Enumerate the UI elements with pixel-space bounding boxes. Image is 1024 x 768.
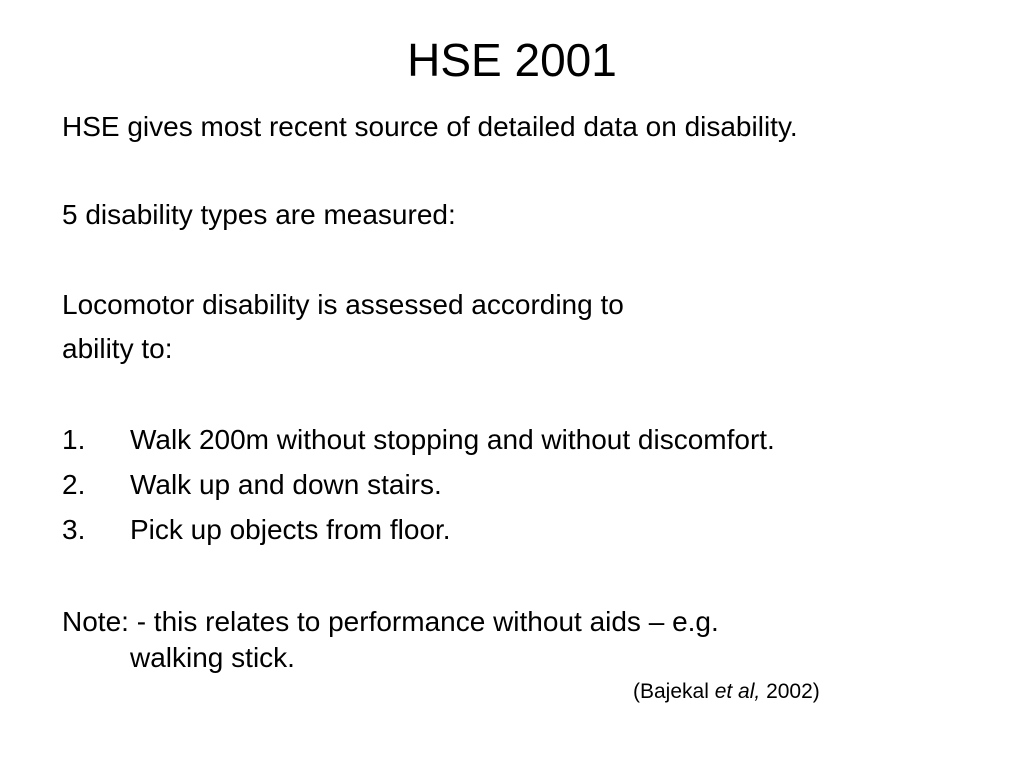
list-item — [62, 508, 775, 553]
note — [62, 604, 719, 676]
citation-open: (Bajekal — [633, 680, 715, 703]
paragraph-data-source: HSE gives most recent source of detailed data on disability. — [62, 111, 798, 142]
note-line-2: walking stick. — [130, 642, 295, 673]
citation-italic: et al, — [714, 680, 761, 703]
list-item-text: Walk 200m without stopping and without discomfort. — [130, 424, 775, 455]
list-item — [62, 418, 775, 463]
paragraph-locomotor — [62, 283, 624, 371]
note-line-1: Note: - this relates to performance without aids – e.g. — [62, 606, 719, 637]
paragraph-locomotor-line-1: Locomotor disability is assessed according to — [62, 289, 624, 320]
slide-title: HSE 2001 — [407, 34, 617, 86]
list-item-number: 2. — [62, 469, 86, 500]
list-item — [62, 463, 775, 508]
citation-close: 2002) — [760, 680, 820, 703]
citation — [633, 678, 820, 706]
paragraph-disability-types: 5 disability types are measured: — [62, 199, 456, 230]
ability-list — [62, 418, 775, 553]
list-item-number: 3. — [62, 514, 86, 545]
list-item-text: Pick up objects from floor. — [130, 514, 451, 545]
list-item-number: 1. — [62, 424, 86, 455]
list-item-text: Walk up and down stairs. — [130, 469, 442, 500]
paragraph-locomotor-line-2: ability to: — [62, 333, 173, 364]
